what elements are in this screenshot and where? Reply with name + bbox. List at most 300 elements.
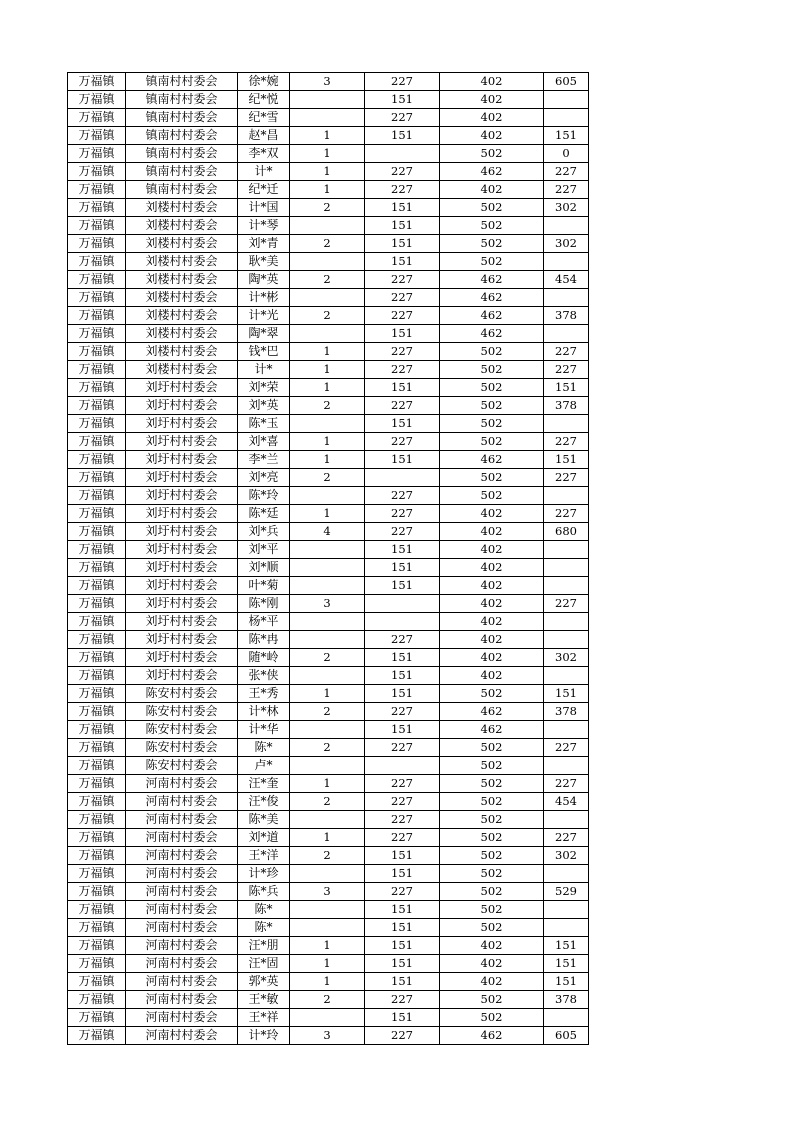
- table-row: [68, 793, 589, 811]
- count-cell: [290, 667, 365, 685]
- table-row: [68, 73, 589, 91]
- name-cell: 王*洋: [238, 847, 290, 865]
- town-cell: 万福镇: [68, 775, 126, 793]
- amount-b-cell: 462: [440, 289, 544, 307]
- count-cell: 2: [290, 469, 365, 487]
- town-cell: 万福镇: [68, 1027, 126, 1045]
- count-cell: [290, 811, 365, 829]
- village-cell: 刘圩村村委会: [126, 469, 238, 487]
- name-cell: 陈*: [238, 919, 290, 937]
- amount-a-cell: 151: [365, 1009, 440, 1027]
- count-cell: 1: [290, 127, 365, 145]
- amount-b-cell: 502: [440, 883, 544, 901]
- town-cell: 万福镇: [68, 343, 126, 361]
- village-cell: 刘圩村村委会: [126, 415, 238, 433]
- count-cell: 1: [290, 361, 365, 379]
- table-row: [68, 577, 589, 595]
- table-row: [68, 811, 589, 829]
- town-cell: 万福镇: [68, 487, 126, 505]
- town-cell: 万福镇: [68, 667, 126, 685]
- count-cell: 1: [290, 685, 365, 703]
- amount-b-cell: 502: [440, 343, 544, 361]
- amount-a-cell: 151: [365, 901, 440, 919]
- table-row: [68, 451, 589, 469]
- name-cell: 陈*冉: [238, 631, 290, 649]
- town-cell: 万福镇: [68, 469, 126, 487]
- village-cell: 陈安村村委会: [126, 757, 238, 775]
- count-cell: 1: [290, 379, 365, 397]
- total-cell: [544, 109, 589, 127]
- total-cell: 227: [544, 361, 589, 379]
- amount-a-cell: [365, 757, 440, 775]
- total-cell: [544, 541, 589, 559]
- table-row: [68, 649, 589, 667]
- name-cell: 陶*翠: [238, 325, 290, 343]
- count-cell: [290, 325, 365, 343]
- table-row: [68, 379, 589, 397]
- count-cell: 2: [290, 397, 365, 415]
- table-row: [68, 973, 589, 991]
- count-cell: 1: [290, 163, 365, 181]
- town-cell: 万福镇: [68, 199, 126, 217]
- total-cell: 227: [544, 469, 589, 487]
- town-cell: 万福镇: [68, 955, 126, 973]
- count-cell: 1: [290, 433, 365, 451]
- amount-b-cell: 402: [440, 91, 544, 109]
- village-cell: 刘楼村村委会: [126, 343, 238, 361]
- village-cell: 河南村村委会: [126, 775, 238, 793]
- town-cell: 万福镇: [68, 991, 126, 1009]
- village-cell: 刘圩村村委会: [126, 649, 238, 667]
- amount-b-cell: 502: [440, 235, 544, 253]
- count-cell: [290, 217, 365, 235]
- amount-a-cell: 151: [365, 379, 440, 397]
- name-cell: 张*侠: [238, 667, 290, 685]
- total-cell: 302: [544, 649, 589, 667]
- town-cell: 万福镇: [68, 325, 126, 343]
- count-cell: 1: [290, 145, 365, 163]
- town-cell: 万福镇: [68, 271, 126, 289]
- town-cell: 万福镇: [68, 433, 126, 451]
- total-cell: 151: [544, 685, 589, 703]
- village-cell: 刘圩村村委会: [126, 433, 238, 451]
- town-cell: 万福镇: [68, 739, 126, 757]
- total-cell: 605: [544, 73, 589, 91]
- total-cell: [544, 613, 589, 631]
- count-cell: 1: [290, 955, 365, 973]
- name-cell: 徐*婉: [238, 73, 290, 91]
- village-cell: 河南村村委会: [126, 955, 238, 973]
- table-row: [68, 685, 589, 703]
- table-row: [68, 91, 589, 109]
- town-cell: 万福镇: [68, 145, 126, 163]
- amount-a-cell: [365, 145, 440, 163]
- village-cell: 陈安村村委会: [126, 703, 238, 721]
- amount-a-cell: 227: [365, 829, 440, 847]
- town-cell: 万福镇: [68, 379, 126, 397]
- amount-a-cell: 151: [365, 865, 440, 883]
- town-cell: 万福镇: [68, 541, 126, 559]
- town-cell: 万福镇: [68, 613, 126, 631]
- amount-b-cell: 502: [440, 811, 544, 829]
- total-cell: 302: [544, 235, 589, 253]
- table-row: [68, 1009, 589, 1027]
- town-cell: 万福镇: [68, 1009, 126, 1027]
- count-cell: 2: [290, 991, 365, 1009]
- town-cell: 万福镇: [68, 253, 126, 271]
- village-cell: 镇南村村委会: [126, 163, 238, 181]
- table-row: [68, 145, 589, 163]
- amount-a-cell: 151: [365, 199, 440, 217]
- count-cell: [290, 559, 365, 577]
- amount-b-cell: 402: [440, 649, 544, 667]
- count-cell: 2: [290, 271, 365, 289]
- count-cell: 1: [290, 451, 365, 469]
- village-cell: 镇南村村委会: [126, 73, 238, 91]
- village-cell: 河南村村委会: [126, 991, 238, 1009]
- town-cell: 万福镇: [68, 361, 126, 379]
- village-cell: 镇南村村委会: [126, 181, 238, 199]
- amount-b-cell: 402: [440, 127, 544, 145]
- town-cell: 万福镇: [68, 559, 126, 577]
- total-cell: 227: [544, 829, 589, 847]
- village-cell: 刘楼村村委会: [126, 217, 238, 235]
- table-row: [68, 127, 589, 145]
- village-cell: 刘圩村村委会: [126, 559, 238, 577]
- name-cell: 王*祥: [238, 1009, 290, 1027]
- village-cell: 河南村村委会: [126, 811, 238, 829]
- amount-a-cell: 227: [365, 505, 440, 523]
- amount-a-cell: 151: [365, 649, 440, 667]
- village-cell: 刘楼村村委会: [126, 307, 238, 325]
- table-row: [68, 739, 589, 757]
- amount-b-cell: 402: [440, 667, 544, 685]
- town-cell: 万福镇: [68, 721, 126, 739]
- amount-a-cell: 227: [365, 343, 440, 361]
- name-cell: 刘*英: [238, 397, 290, 415]
- name-cell: 随*岭: [238, 649, 290, 667]
- table-row: [68, 433, 589, 451]
- village-cell: 陈安村村委会: [126, 721, 238, 739]
- village-cell: 河南村村委会: [126, 1027, 238, 1045]
- amount-a-cell: 151: [365, 721, 440, 739]
- name-cell: 计*: [238, 361, 290, 379]
- total-cell: 680: [544, 523, 589, 541]
- table-row: [68, 397, 589, 415]
- name-cell: 计*: [238, 163, 290, 181]
- name-cell: 钱*巴: [238, 343, 290, 361]
- village-cell: 刘圩村村委会: [126, 487, 238, 505]
- count-cell: 4: [290, 523, 365, 541]
- amount-b-cell: 502: [440, 379, 544, 397]
- name-cell: 刘*顺: [238, 559, 290, 577]
- name-cell: 王*敏: [238, 991, 290, 1009]
- name-cell: 纪*迁: [238, 181, 290, 199]
- amount-a-cell: 151: [365, 91, 440, 109]
- amount-b-cell: 502: [440, 757, 544, 775]
- total-cell: [544, 901, 589, 919]
- town-cell: 万福镇: [68, 415, 126, 433]
- amount-a-cell: 227: [365, 163, 440, 181]
- village-cell: 河南村村委会: [126, 901, 238, 919]
- village-cell: 刘圩村村委会: [126, 577, 238, 595]
- count-cell: 2: [290, 235, 365, 253]
- amount-b-cell: 462: [440, 325, 544, 343]
- village-cell: 河南村村委会: [126, 937, 238, 955]
- name-cell: 陈*: [238, 901, 290, 919]
- count-cell: 1: [290, 343, 365, 361]
- count-cell: 2: [290, 793, 365, 811]
- total-cell: [544, 325, 589, 343]
- total-cell: 454: [544, 271, 589, 289]
- total-cell: 605: [544, 1027, 589, 1045]
- total-cell: 302: [544, 847, 589, 865]
- total-cell: [544, 757, 589, 775]
- amount-a-cell: 227: [365, 703, 440, 721]
- total-cell: [544, 919, 589, 937]
- amount-a-cell: 227: [365, 181, 440, 199]
- total-cell: [544, 559, 589, 577]
- town-cell: 万福镇: [68, 577, 126, 595]
- town-cell: 万福镇: [68, 163, 126, 181]
- table-row: [68, 271, 589, 289]
- amount-b-cell: 502: [440, 361, 544, 379]
- name-cell: 赵*昌: [238, 127, 290, 145]
- table-row: [68, 595, 589, 613]
- total-cell: 227: [544, 433, 589, 451]
- table-row: [68, 325, 589, 343]
- amount-b-cell: 502: [440, 1009, 544, 1027]
- village-cell: 刘圩村村委会: [126, 523, 238, 541]
- village-cell: 河南村村委会: [126, 865, 238, 883]
- table-row: [68, 901, 589, 919]
- amount-a-cell: [365, 469, 440, 487]
- count-cell: 1: [290, 829, 365, 847]
- village-cell: 河南村村委会: [126, 973, 238, 991]
- total-cell: 151: [544, 127, 589, 145]
- town-cell: 万福镇: [68, 973, 126, 991]
- amount-b-cell: 402: [440, 541, 544, 559]
- total-cell: [544, 631, 589, 649]
- table-row: [68, 505, 589, 523]
- amount-b-cell: 402: [440, 955, 544, 973]
- table-row: [68, 199, 589, 217]
- amount-a-cell: 227: [365, 361, 440, 379]
- village-cell: 河南村村委会: [126, 847, 238, 865]
- amount-b-cell: 462: [440, 1027, 544, 1045]
- total-cell: [544, 577, 589, 595]
- amount-b-cell: 502: [440, 775, 544, 793]
- town-cell: 万福镇: [68, 181, 126, 199]
- village-cell: 河南村村委会: [126, 883, 238, 901]
- count-cell: [290, 289, 365, 307]
- count-cell: [290, 109, 365, 127]
- total-cell: [544, 289, 589, 307]
- amount-b-cell: 502: [440, 829, 544, 847]
- village-cell: 刘楼村村委会: [126, 253, 238, 271]
- amount-a-cell: 227: [365, 487, 440, 505]
- name-cell: 计*光: [238, 307, 290, 325]
- count-cell: [290, 541, 365, 559]
- table-row: [68, 937, 589, 955]
- table-row: [68, 883, 589, 901]
- town-cell: 万福镇: [68, 307, 126, 325]
- total-cell: [544, 865, 589, 883]
- table-row: [68, 487, 589, 505]
- town-cell: 万福镇: [68, 235, 126, 253]
- town-cell: 万福镇: [68, 127, 126, 145]
- name-cell: 耿*美: [238, 253, 290, 271]
- name-cell: 刘*平: [238, 541, 290, 559]
- amount-a-cell: 227: [365, 1027, 440, 1045]
- amount-b-cell: 402: [440, 937, 544, 955]
- table-row: [68, 613, 589, 631]
- name-cell: 计*国: [238, 199, 290, 217]
- count-cell: [290, 901, 365, 919]
- total-cell: [544, 253, 589, 271]
- amount-a-cell: 227: [365, 307, 440, 325]
- table-row: [68, 559, 589, 577]
- table-row: [68, 307, 589, 325]
- total-cell: [544, 487, 589, 505]
- total-cell: [544, 1009, 589, 1027]
- village-cell: 河南村村委会: [126, 793, 238, 811]
- table-row: [68, 865, 589, 883]
- amount-a-cell: 151: [365, 217, 440, 235]
- amount-b-cell: 502: [440, 919, 544, 937]
- amount-b-cell: 462: [440, 271, 544, 289]
- amount-a-cell: 151: [365, 325, 440, 343]
- village-cell: 陈安村村委会: [126, 739, 238, 757]
- village-cell: 刘楼村村委会: [126, 271, 238, 289]
- count-cell: 1: [290, 775, 365, 793]
- total-cell: 454: [544, 793, 589, 811]
- table-row: [68, 361, 589, 379]
- town-cell: 万福镇: [68, 937, 126, 955]
- amount-a-cell: 227: [365, 991, 440, 1009]
- name-cell: 陈*玲: [238, 487, 290, 505]
- count-cell: [290, 865, 365, 883]
- count-cell: 2: [290, 739, 365, 757]
- amount-b-cell: 402: [440, 631, 544, 649]
- amount-b-cell: 502: [440, 739, 544, 757]
- amount-a-cell: 151: [365, 847, 440, 865]
- village-cell: 镇南村村委会: [126, 109, 238, 127]
- table-row: [68, 469, 589, 487]
- town-cell: 万福镇: [68, 649, 126, 667]
- name-cell: 计*珍: [238, 865, 290, 883]
- total-cell: 151: [544, 973, 589, 991]
- table-row: [68, 991, 589, 1009]
- name-cell: 刘*荣: [238, 379, 290, 397]
- total-cell: [544, 217, 589, 235]
- name-cell: 汪*固: [238, 955, 290, 973]
- table-row: [68, 217, 589, 235]
- town-cell: 万福镇: [68, 289, 126, 307]
- total-cell: 227: [544, 775, 589, 793]
- town-cell: 万福镇: [68, 883, 126, 901]
- total-cell: 378: [544, 397, 589, 415]
- amount-b-cell: 402: [440, 559, 544, 577]
- amount-a-cell: 227: [365, 523, 440, 541]
- table-row: [68, 829, 589, 847]
- table-row: [68, 1027, 589, 1045]
- amount-b-cell: 502: [440, 253, 544, 271]
- total-cell: 151: [544, 937, 589, 955]
- table-row: [68, 253, 589, 271]
- town-cell: 万福镇: [68, 397, 126, 415]
- amount-b-cell: 402: [440, 613, 544, 631]
- name-cell: 刘*道: [238, 829, 290, 847]
- amount-a-cell: 227: [365, 631, 440, 649]
- table-row: [68, 955, 589, 973]
- amount-a-cell: [365, 613, 440, 631]
- village-cell: 刘圩村村委会: [126, 595, 238, 613]
- amount-b-cell: 502: [440, 199, 544, 217]
- count-cell: 2: [290, 649, 365, 667]
- village-cell: 刘圩村村委会: [126, 397, 238, 415]
- amount-b-cell: 502: [440, 865, 544, 883]
- town-cell: 万福镇: [68, 631, 126, 649]
- amount-a-cell: 151: [365, 973, 440, 991]
- name-cell: 汪*朋: [238, 937, 290, 955]
- town-cell: 万福镇: [68, 73, 126, 91]
- total-cell: 302: [544, 199, 589, 217]
- amount-b-cell: 502: [440, 991, 544, 1009]
- amount-b-cell: 462: [440, 307, 544, 325]
- amount-b-cell: 462: [440, 721, 544, 739]
- name-cell: 刘*青: [238, 235, 290, 253]
- table-row: [68, 163, 589, 181]
- village-cell: 刘圩村村委会: [126, 667, 238, 685]
- total-cell: 227: [544, 343, 589, 361]
- total-cell: 151: [544, 451, 589, 469]
- village-cell: 刘楼村村委会: [126, 235, 238, 253]
- village-cell: 陈安村村委会: [126, 685, 238, 703]
- name-cell: 计*彬: [238, 289, 290, 307]
- village-cell: 刘楼村村委会: [126, 325, 238, 343]
- amount-b-cell: 502: [440, 469, 544, 487]
- amount-b-cell: 402: [440, 577, 544, 595]
- total-cell: 227: [544, 595, 589, 613]
- total-cell: 529: [544, 883, 589, 901]
- village-cell: 刘楼村村委会: [126, 289, 238, 307]
- town-cell: 万福镇: [68, 865, 126, 883]
- town-cell: 万福镇: [68, 109, 126, 127]
- count-cell: 3: [290, 1027, 365, 1045]
- amount-a-cell: 151: [365, 667, 440, 685]
- town-cell: 万福镇: [68, 829, 126, 847]
- table-row: [68, 757, 589, 775]
- amount-b-cell: 402: [440, 505, 544, 523]
- amount-a-cell: 227: [365, 271, 440, 289]
- town-cell: 万福镇: [68, 451, 126, 469]
- name-cell: 纪*悦: [238, 91, 290, 109]
- total-cell: [544, 811, 589, 829]
- town-cell: 万福镇: [68, 91, 126, 109]
- name-cell: 计*林: [238, 703, 290, 721]
- count-cell: [290, 919, 365, 937]
- count-cell: [290, 631, 365, 649]
- total-cell: [544, 91, 589, 109]
- amount-b-cell: 502: [440, 793, 544, 811]
- count-cell: 2: [290, 307, 365, 325]
- name-cell: 王*秀: [238, 685, 290, 703]
- total-cell: 227: [544, 739, 589, 757]
- village-cell: 刘楼村村委会: [126, 361, 238, 379]
- amount-a-cell: 227: [365, 73, 440, 91]
- amount-a-cell: 227: [365, 811, 440, 829]
